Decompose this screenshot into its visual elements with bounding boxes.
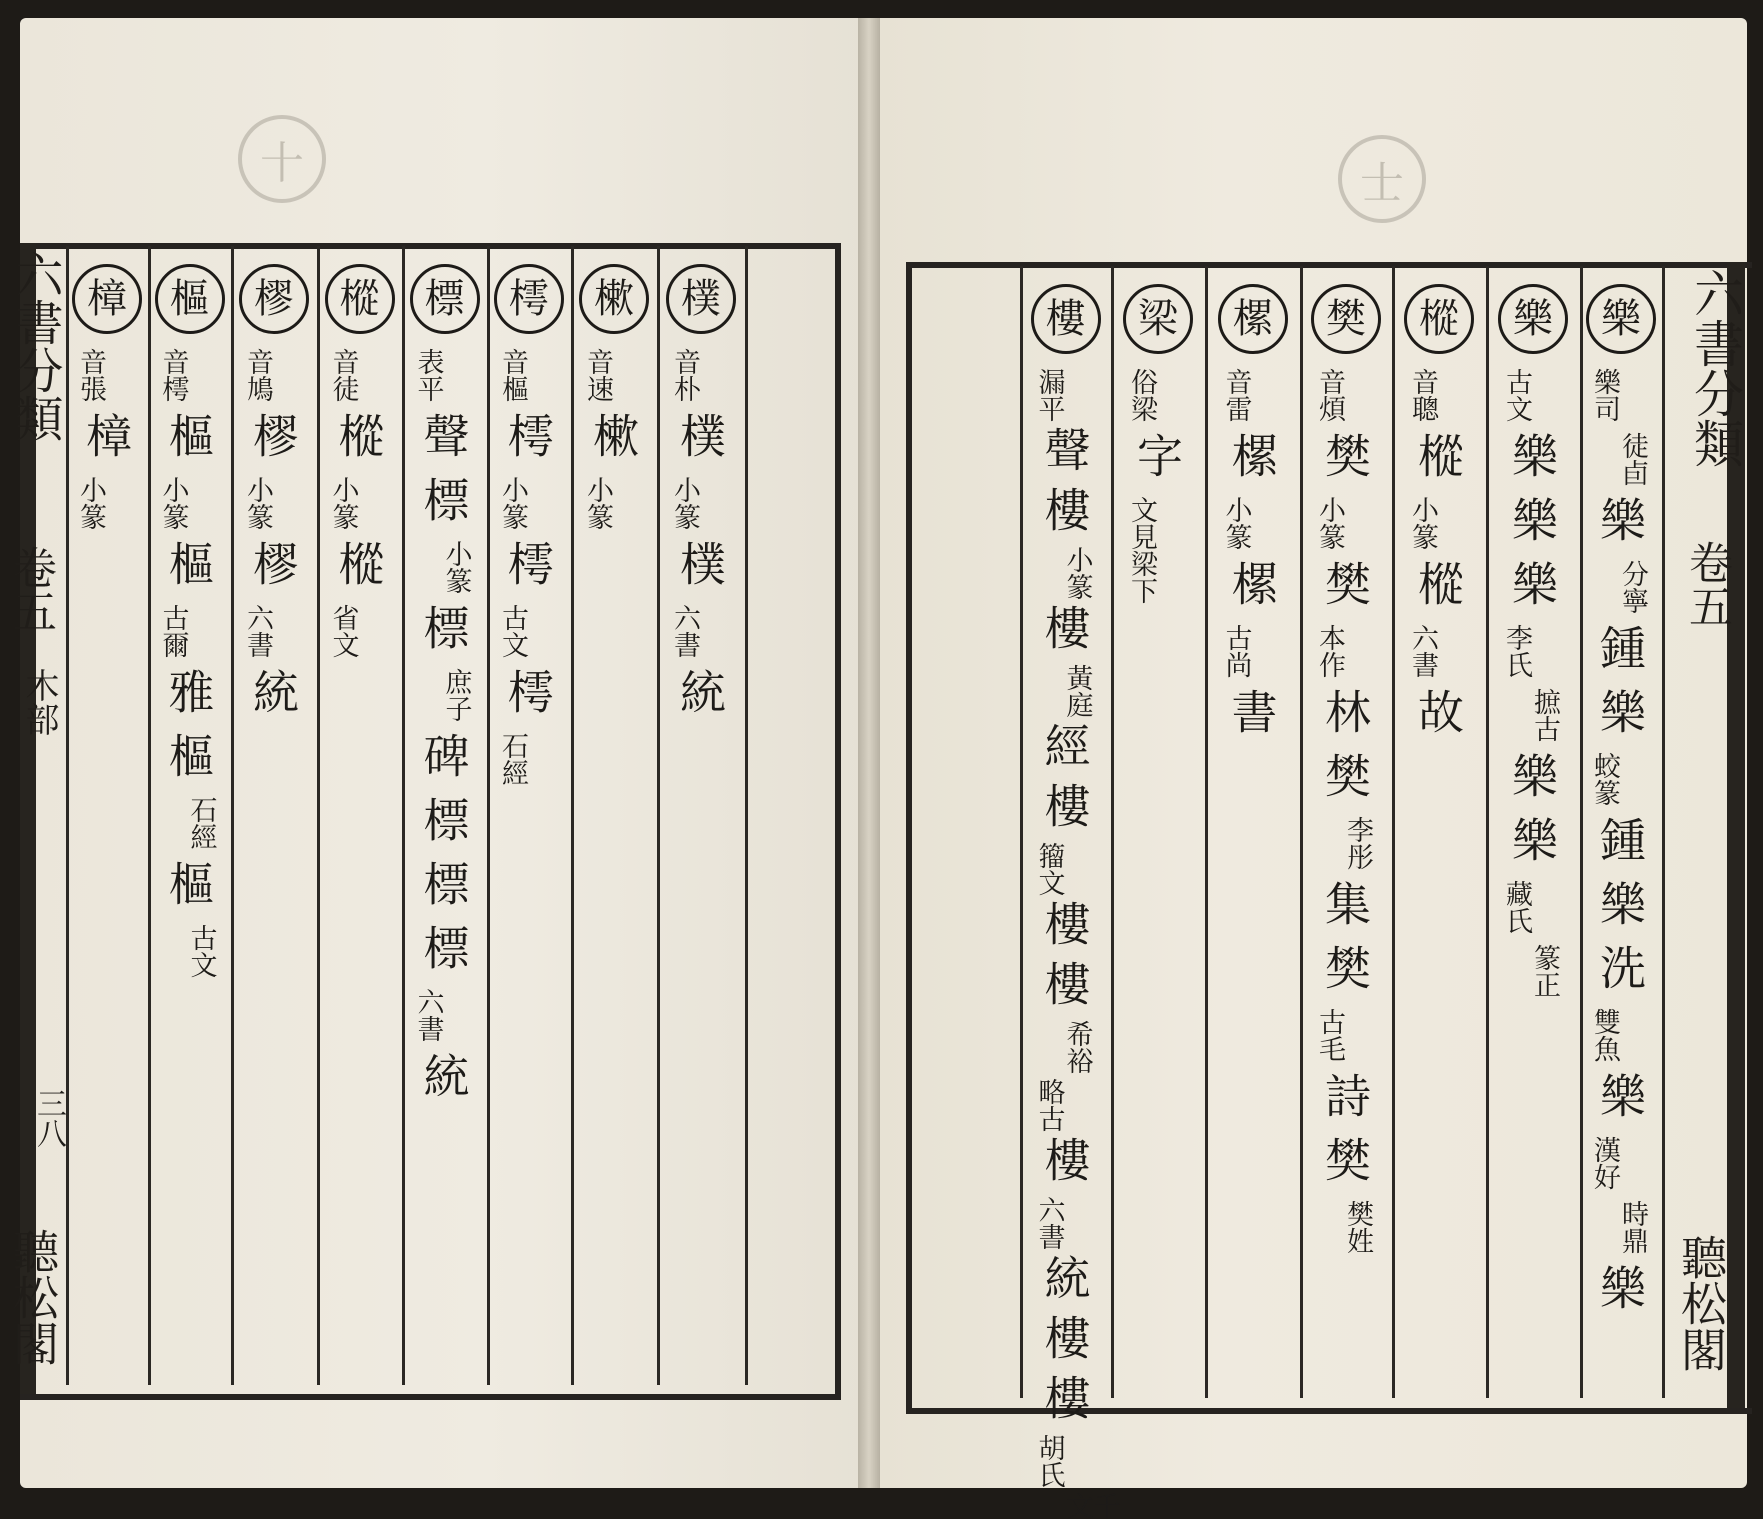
annotation-text: 李氏 <box>1501 624 1532 678</box>
seal-script-form: 碑 <box>416 732 471 778</box>
seal-script-form: 樟 <box>79 412 133 458</box>
seal-script-form: 字 <box>1130 432 1184 478</box>
seal-script-form: 樓 <box>1037 1314 1092 1360</box>
annotation-text: 蛟篆 <box>1589 752 1620 806</box>
annotation-text: 雙魚 <box>1589 1008 1620 1062</box>
seal-script-form: 樓 <box>1037 900 1092 946</box>
annotation-text: 音張 <box>75 348 106 402</box>
seal-script-form: 標 <box>416 604 471 650</box>
left-margin-volume: 卷五 <box>5 545 56 633</box>
right-seal-mark: 士 <box>1338 135 1426 223</box>
seal-script-form: 樏 <box>1224 432 1279 478</box>
column-rule <box>1580 266 1583 1398</box>
seal-script-form: 統 <box>246 668 300 714</box>
seal-script-form: 雅 <box>161 668 216 714</box>
seal-script-form: 樸 <box>673 540 727 586</box>
annotation-text: 徒卣 <box>1617 432 1648 486</box>
entry-head-character: 樗 <box>494 264 564 334</box>
annotation-text: 李彤 <box>1342 816 1373 870</box>
seal-script-form: 樂 <box>1505 432 1559 478</box>
annotation-text: 石經 <box>185 796 217 850</box>
annotation-text: 古文 <box>497 604 528 658</box>
seal-script-form: 樗 <box>501 540 555 586</box>
annotation-text: 古毛 <box>1314 1008 1345 1062</box>
annotation-text: 小篆 <box>1220 496 1252 550</box>
annotation-text: 文見梁下 <box>1126 496 1157 604</box>
annotation-text: 音樗 <box>157 348 189 402</box>
seal-script-form: 樞 <box>161 732 216 778</box>
column-rule <box>231 246 234 1385</box>
annotation-text: 俗梁 <box>1126 368 1157 422</box>
seal-script-form: 樊 <box>1318 1136 1372 1182</box>
column-rule <box>317 246 320 1385</box>
annotation-text: 小篆 <box>582 476 613 530</box>
annotation-text: 摭古 <box>1529 688 1560 742</box>
seal-script-form: 樊 <box>1318 944 1372 990</box>
annotation-text: 小篆 <box>497 476 528 530</box>
entry-head-character: 樛 <box>239 264 309 334</box>
seal-script-form: 樂 <box>1593 880 1647 926</box>
book-gutter <box>858 18 880 1488</box>
column-rule <box>571 246 574 1385</box>
entry-head-character: 樂 <box>1586 284 1656 354</box>
annotation-text: 音徒 <box>327 348 359 402</box>
left-margin-section: 木部 <box>19 668 59 736</box>
annotation-text: 古爾 <box>157 604 189 658</box>
entry-head-character: 梁 <box>1123 284 1193 354</box>
annotation-text: 希裕 <box>1061 1020 1093 1074</box>
annotation-text: 六書 <box>242 604 273 658</box>
annotation-text: 時鼎 <box>1617 1200 1648 1254</box>
column-rule <box>1020 266 1023 1398</box>
seal-script-form: 統 <box>416 1052 471 1098</box>
annotation-text: 樊姓 <box>1342 1200 1373 1254</box>
seal-script-form: 統 <box>673 668 727 714</box>
column-rule <box>1486 266 1489 1398</box>
seal-script-form: 樛 <box>246 540 300 586</box>
seal-script-form: 樂 <box>1505 560 1559 606</box>
seal-script-form: 樗 <box>501 412 555 458</box>
annotation-text: 音朴 <box>669 348 700 402</box>
seal-script-form: 樓 <box>1037 604 1092 650</box>
entry-head-character: 樕 <box>579 264 649 334</box>
right-margin-volume: 卷五 <box>1681 540 1732 628</box>
annotation-text: 音速 <box>582 348 613 402</box>
column-rule <box>402 246 405 1385</box>
annotation-text: 千文 <box>1061 1492 1120 1519</box>
seal-script-form: 書 <box>1224 688 1279 734</box>
seal-script-form: 樗 <box>501 668 555 714</box>
annotation-text: 六書 <box>412 988 444 1042</box>
seal-script-form: 聲 <box>1037 426 1092 472</box>
seal-script-form: 鍾 <box>1593 624 1647 670</box>
seal-script-form: 樂 <box>1593 1072 1647 1118</box>
left-margin-publisher: 聽松閣 <box>6 1228 60 1366</box>
seal-script-form: 樅 <box>331 540 386 586</box>
seal-script-form: 故 <box>1411 688 1465 734</box>
annotation-text: 音鳩 <box>242 348 273 402</box>
right-margin-publisher: 聽松閣 <box>1674 1234 1728 1372</box>
annotation-text: 六書 <box>1033 1196 1065 1250</box>
seal-script-form: 集 <box>1318 880 1372 926</box>
seal-script-form: 樓 <box>1037 960 1092 1006</box>
annotation-text: 古文 <box>1501 368 1532 422</box>
entry-head-character: 樅 <box>325 264 395 334</box>
annotation-text: 六書 <box>1407 624 1438 678</box>
right-margin-book-title: 六書分類 <box>1686 268 1744 468</box>
seal-script-form: 標 <box>416 796 471 842</box>
annotation-text: 藏氏 <box>1501 880 1532 934</box>
column-rule <box>1662 266 1665 1398</box>
entry-head-character: 樞 <box>155 264 225 334</box>
annotation-text: 小篆 <box>440 540 472 594</box>
column-rule <box>1300 266 1303 1398</box>
annotation-text: 漏平 <box>1033 368 1065 422</box>
left-margin-book-title: 六書分類 <box>7 250 63 442</box>
entry-head-character: 樟 <box>72 264 142 334</box>
annotation-text: 漢好 <box>1589 1136 1620 1190</box>
annotation-text: 樂司 <box>1589 368 1620 422</box>
annotation-text: 省文 <box>327 604 359 658</box>
entry-head-character: 樂 <box>1498 284 1568 354</box>
column-rule <box>657 246 660 1385</box>
seal-script-form: 樅 <box>331 412 386 458</box>
annotation-text: 略古 <box>1033 1078 1065 1132</box>
seal-script-form: 樓 <box>1037 782 1092 828</box>
column-rule <box>66 246 69 1385</box>
entry-head-character: 標 <box>410 264 480 334</box>
entry-head-character: 樓 <box>1031 284 1101 354</box>
annotation-text: 小篆 <box>1061 546 1093 600</box>
seal-script-form: 樅 <box>1411 560 1465 606</box>
annotation-text: 小篆 <box>157 476 189 530</box>
seal-script-form: 樂 <box>1593 1264 1647 1310</box>
seal-script-form: 樛 <box>246 412 300 458</box>
entry-head-character: 樸 <box>666 264 736 334</box>
seal-script-form: 鍾 <box>1593 816 1647 862</box>
seal-script-form: 樂 <box>1593 688 1647 734</box>
entry-head-character: 樏 <box>1218 284 1288 354</box>
seal-script-form: 樅 <box>1411 432 1465 478</box>
annotation-text: 音雷 <box>1220 368 1252 422</box>
column-rule <box>487 246 490 1385</box>
seal-script-form: 樞 <box>161 540 216 586</box>
seal-script-form: 樞 <box>161 412 216 458</box>
annotation-text: 小篆 <box>1314 496 1345 550</box>
seal-script-form: 樂 <box>1505 752 1559 798</box>
annotation-text: 小篆 <box>327 476 359 530</box>
annotation-text: 古文 <box>185 924 217 978</box>
entry-head-character: 樊 <box>1311 284 1381 354</box>
annotation-text: 籀文 <box>1033 842 1065 896</box>
annotation-text: 分寧 <box>1617 560 1648 614</box>
seal-script-form: 樓 <box>1037 486 1092 532</box>
seal-script-form: 樏 <box>1224 560 1279 606</box>
seal-script-form: 詩 <box>1318 1072 1372 1118</box>
seal-script-form: 聲 <box>416 412 471 458</box>
seal-script-form: 樂 <box>1593 496 1647 542</box>
seal-script-form: 標 <box>416 476 471 522</box>
left-seal-mark: 十 <box>238 115 326 203</box>
seal-script-form: 樓 <box>1037 1136 1092 1182</box>
seal-script-form: 樂 <box>1505 496 1559 542</box>
seal-script-form: 標 <box>416 924 471 970</box>
seal-script-form: 樂 <box>1505 816 1559 862</box>
annotation-text: 音煩 <box>1314 368 1345 422</box>
annotation-text: 表平 <box>412 348 444 402</box>
seal-script-form: 林 <box>1318 688 1372 734</box>
annotation-text: 六書 <box>669 604 700 658</box>
column-rule <box>745 246 748 1385</box>
seal-script-form: 樊 <box>1318 752 1372 798</box>
column-rule <box>1205 266 1208 1398</box>
annotation-text: 小篆 <box>669 476 700 530</box>
seal-script-form: 洗 <box>1593 944 1647 990</box>
seal-script-form: 標 <box>416 860 471 906</box>
annotation-text: 小篆 <box>242 476 273 530</box>
annotation-text: 音聰 <box>1407 368 1438 422</box>
annotation-text: 胡氏 <box>1033 1434 1065 1488</box>
annotation-text: 石經 <box>497 732 528 786</box>
seal-script-form: 經 <box>1037 722 1092 768</box>
annotation-text: 黃庭 <box>1061 664 1093 718</box>
seal-script-form: 樸 <box>673 412 727 458</box>
seal-script-form: 樊 <box>1318 432 1372 478</box>
column-rule <box>1111 266 1114 1398</box>
seal-script-form: 樞 <box>161 860 216 906</box>
seal-script-form: 統 <box>1037 1254 1092 1300</box>
seal-script-form: 樓 <box>1037 1374 1092 1420</box>
seal-script-form: 樊 <box>1318 560 1372 606</box>
annotation-text: 小篆 <box>1407 496 1438 550</box>
annotation-text: 庶子 <box>440 668 472 722</box>
entry-head-character: 樅 <box>1404 284 1474 354</box>
annotation-text: 音樞 <box>497 348 528 402</box>
column-rule <box>148 246 151 1385</box>
annotation-text: 古尚 <box>1220 624 1252 678</box>
seal-script-form: 樕 <box>586 412 640 458</box>
annotation-text: 小篆 <box>75 476 106 530</box>
left-margin-page-number: 三八 <box>31 1088 66 1148</box>
column-rule <box>1392 266 1395 1398</box>
annotation-text: 篆正 <box>1529 944 1560 998</box>
annotation-text: 本作 <box>1314 624 1345 678</box>
